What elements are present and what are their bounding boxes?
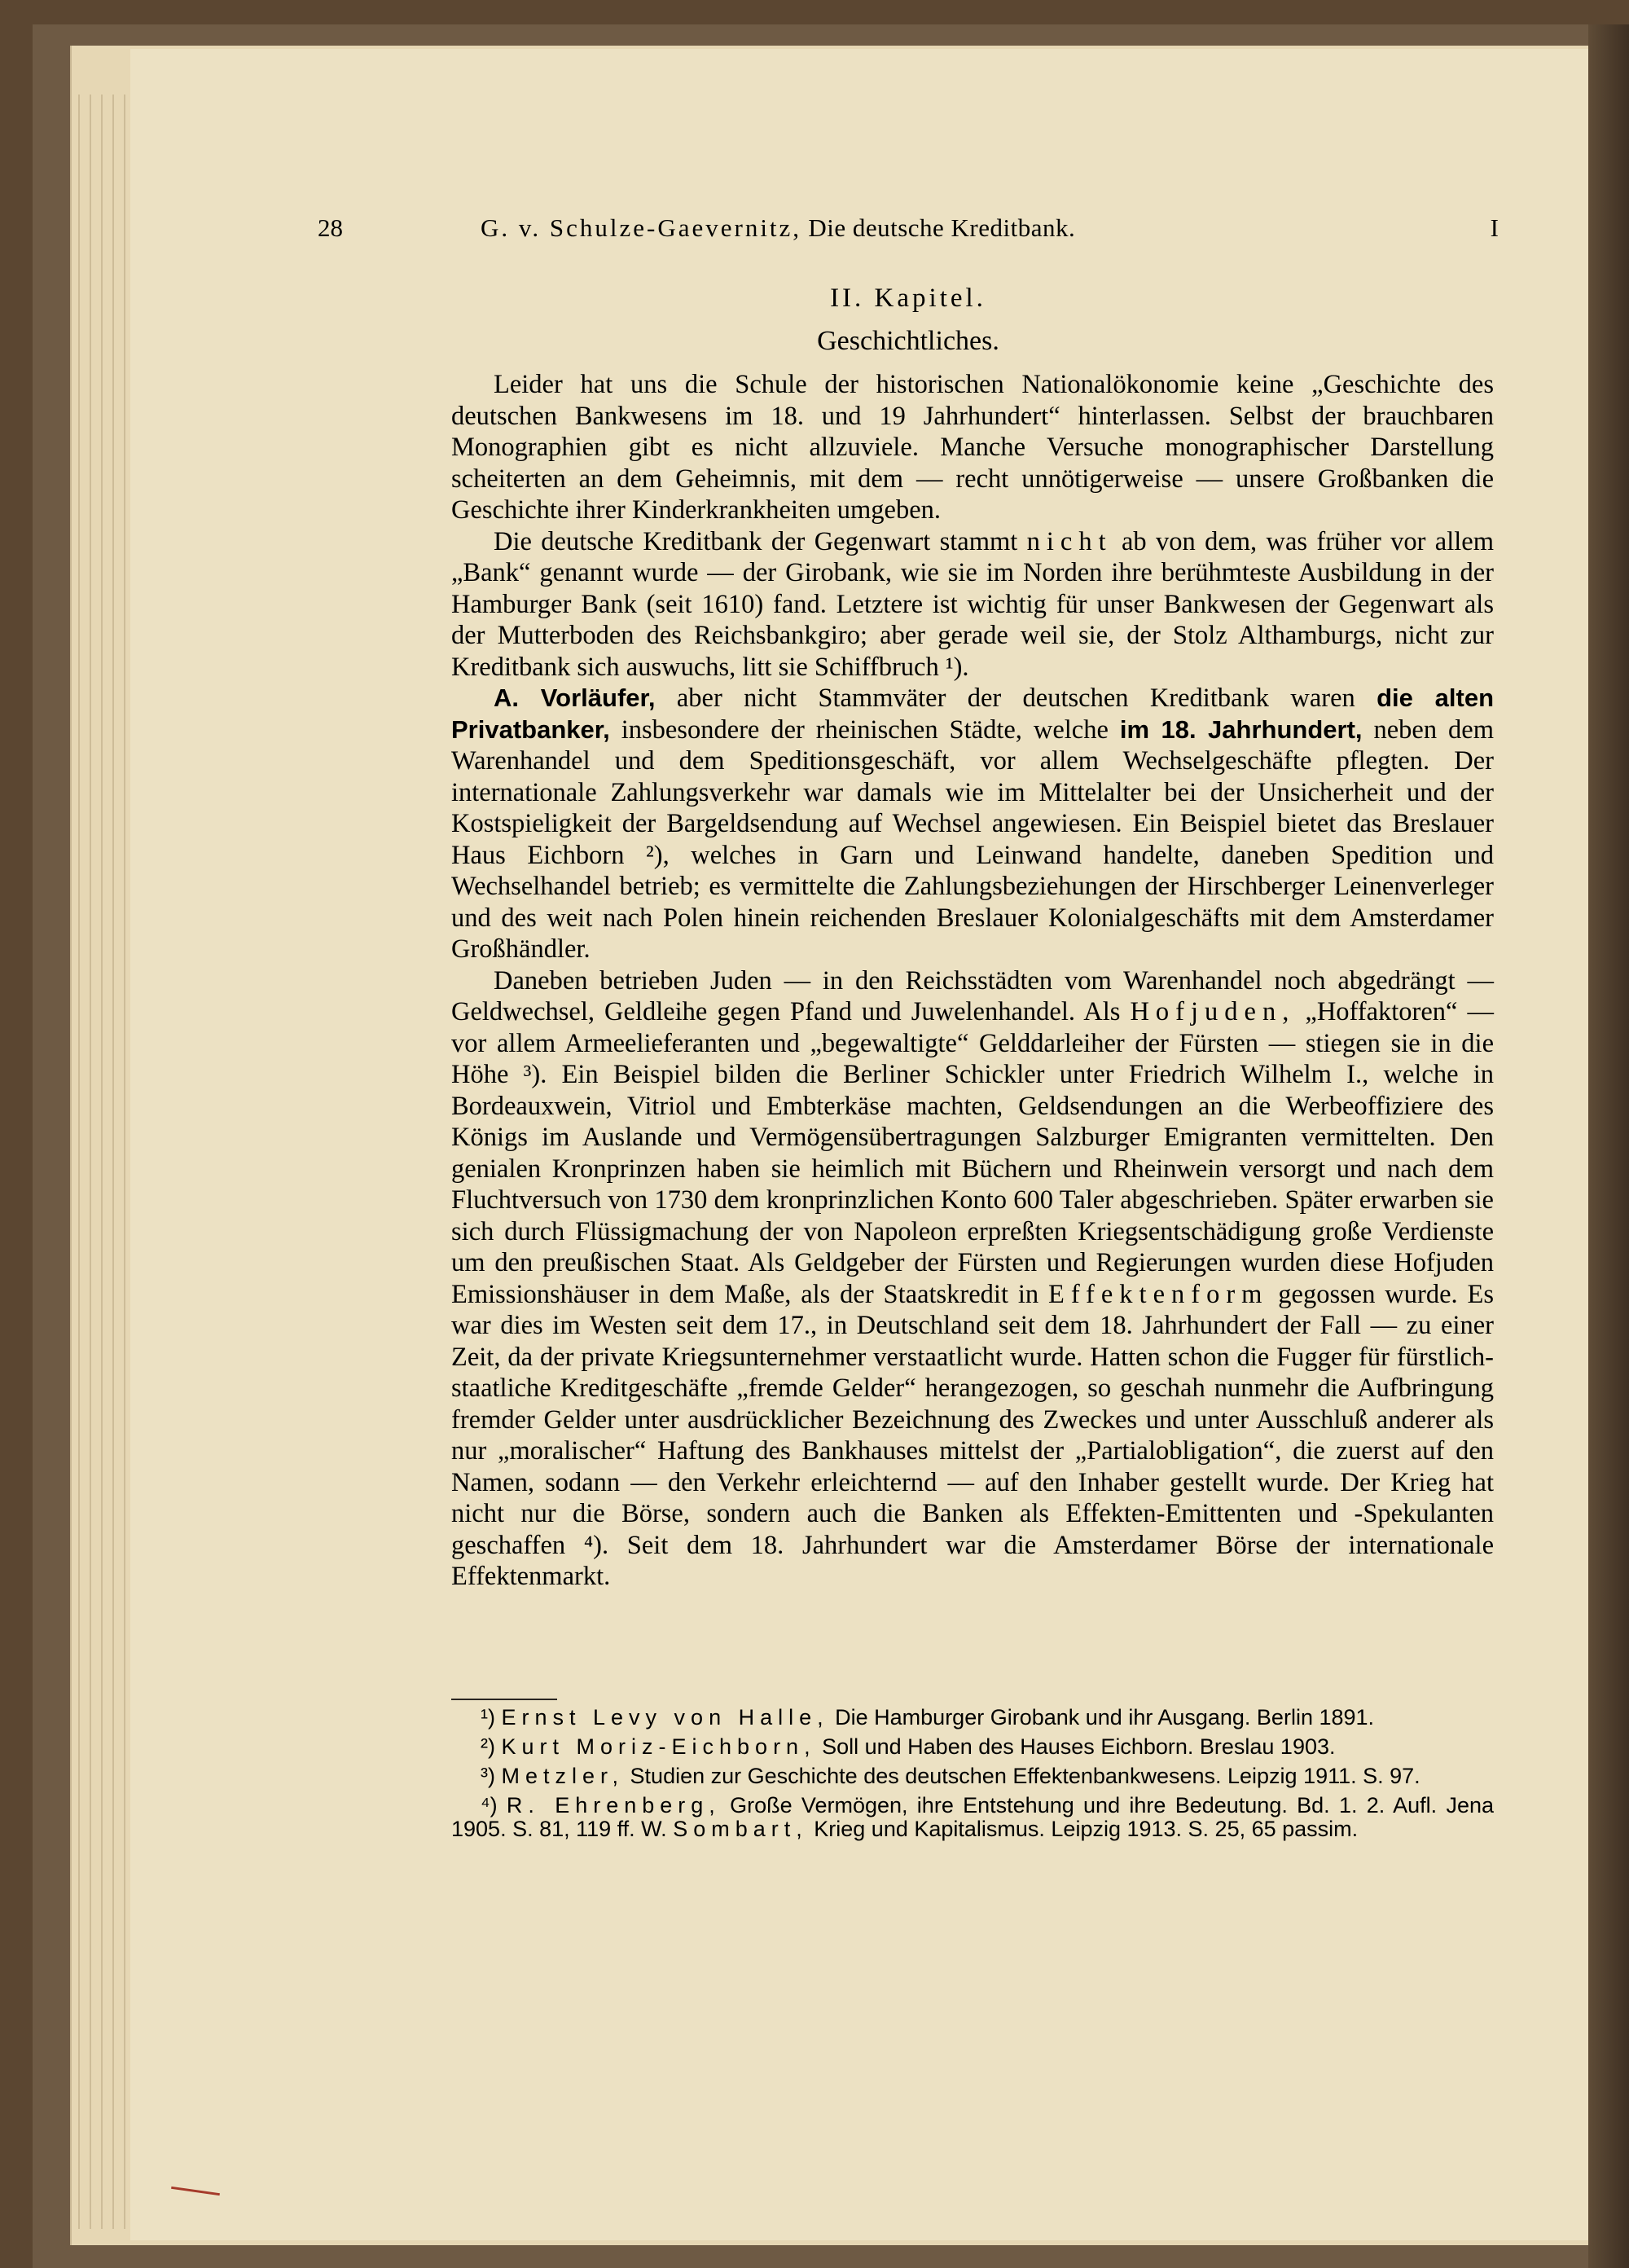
footnote-text: Die Hamburger Girobank und ihr Ausgang. Berlin 1891. [835, 1705, 1375, 1730]
running-head [318, 213, 1499, 246]
footnote [451, 1794, 1494, 1841]
paragraph-text: „Hoffaktoren“ — vor allem Armeelieferanten und „begewaltigte“ Gelddarleiher der Fürsten — stiegen sie in die Höhe ³). Ein Beispiel bilden die Berliner Schickler unter Friedrich Wilhelm I., welche in Bordeauxwein, Vitriol und Embterkäse machten, Geldsendungen an die Werbeoffiziere des Königs im Auslande und Vermögensübertragungen Salzburger Emigranten vermittelten. Den genialen Kronprinzen haben sie heimlich mit Büchern und Rheinwein versorgt und nach dem Fluchtversuch von 1730 dem kronprinzlichen Konto 600 Taler abgeschrieben. Später erwarben sie sich durch Flüssigmachung der von Napoleon erpreßten Kriegsentschädigung große Verdienste um den preußischen Staat. Als Geldgeber der Fürsten und Regierungen wurden diese Hofjuden Emissionshäuser in dem Maße, als der Staatskredit in [451, 997, 1495, 1309]
volume-mark: I [1490, 213, 1499, 242]
footnote-rule [451, 1699, 557, 1700]
footnote-author: Ernst Levy von Halle, [501, 1705, 829, 1730]
footnote-author: R. Ehrenberg, [506, 1793, 721, 1817]
emphasis: nicht [1026, 526, 1113, 556]
book-spine-shadow [1588, 24, 1629, 2268]
footnote-text: Große Vermögen, ihre Entstehung und ihre Bedeutung. Bd. 1. 2. Aufl. Jena 1905. S. 81, 119 ff. W. [451, 1793, 1494, 1841]
footnote-text: Soll und Haben des Hauses Eichborn. Breslau 1903. [822, 1734, 1336, 1759]
footnote [451, 1735, 1494, 1759]
page-edge [112, 94, 114, 2229]
running-title [481, 213, 1075, 243]
running-head-title: Die deutsche Kreditbank. [808, 213, 1076, 242]
paragraph-text: neben dem Warenhandel und dem Speditionsgeschäft, vor allem Wechselgeschäfte pflegten. Der internationale Zahlungsverkehr war damals wie im Mittelalter bei der Unsicherheit und der Kostspieligkeit der Bargeldsendung auf Wechsel angewiesen. Ein Beispiel bietet das Breslauer Haus Eichborn ²), welches in Garn und Leinwand handelte, daneben Spedition und Wechselhandel betrieb; es vermittelte die Zahlungsbeziehungen der Hirschberger Leinenverleger und des weit nach Polen hinein reichenden Breslauer Kolonialgeschäfts mit dem Amsterdamer Großhändler. [451, 714, 1495, 964]
paragraph-text: insbesondere der rheinischen Städte, welche [621, 714, 1109, 745]
paragraph [451, 526, 1494, 683]
paragraph-text: ab von dem, was früher vor allem „Bank“ genannt wurde — der Girobank, wie sie im Norden ihre berühmteste Ausbildung in der Hamburger Bank (seit 1610) fand. Letztere ist wichtig für unser Bankwesen der Gegenwart als der Mutterboden des Reichsbankgiro; aber gerade weil sie, der Stolz Althamburgs, nicht zur Kreditbank sich auswuchs, litt sie Schiffbruch ¹). [451, 526, 1494, 682]
page-edge [78, 94, 80, 2229]
page-number: 28 [318, 213, 343, 242]
paragraph [451, 369, 1494, 526]
bold-heading: A. Vorläufer, [494, 683, 656, 712]
footnote-mark: ³) [481, 1764, 495, 1788]
footnote-mark: ⁴) [481, 1793, 498, 1817]
footnote-author: Sombart, [673, 1817, 808, 1841]
footnote [451, 1706, 1494, 1730]
paragraph [451, 683, 1494, 965]
footnote-author: Metzler, [501, 1764, 625, 1788]
running-head-author: G. v. Schulze-Gaevernitz, [481, 213, 802, 242]
paragraph-text: gegossen wurde. Es war dies im Westen seit dem 17., in Deutschland seit dem 18. Jahrhundert der Fall — zu einer Zeit, da der private Kriegsunternehmer verstaatlicht wurde. Hatten schon die Fugger für fürstlich-staatliche Kreditgeschäfte „fremde Gelder“ herangezogen, so geschah nunmehr die Aufbringung fremder Gelder unter ausdrücklicher Bezeichnung des Zweckes und unter Ausschluß anderer als nur „moralischer“ Haftung des Bankhauses mittelst der „Partialobligation“, die zuerst auf den Namen, sodann — den Verkehr erleichternd — auf den Inhaber gestellt wurde. Der Krieg hat nicht nur die Börse, sondern auch die Banken als Effekten-Emittenten und -Spekulanten geschaffen ⁴). Seit dem 18. Jahrhundert war die Amsterdamer Börse der internationale Effektenmarkt. [451, 1279, 1494, 1591]
page-edge [124, 94, 125, 2229]
bold-phrase: im 18. Jahrhundert, [1119, 714, 1363, 744]
emphasis: Hofjuden, [1130, 997, 1296, 1026]
chapter-number: II. Kapitel. [830, 284, 986, 313]
footnote-text: Krieg und Kapitalismus. Leipzig 1913. S. 25, 65 passim. [814, 1817, 1359, 1841]
paragraph [451, 965, 1494, 1593]
footnote-mark: ¹) [481, 1705, 495, 1730]
body-text [451, 369, 1494, 1593]
bold-phrase: die alten Privatbanker, [451, 683, 1495, 744]
paragraph-text: Die deutsche Kreditbank der Gegenwart stammt [494, 526, 1018, 556]
paragraph-text: aber nicht Stammväter der deutschen Kreditbank waren [676, 683, 1355, 713]
chapter-title: Geschichtliches. [817, 326, 999, 356]
footnote-text: Studien zur Geschichte des deutschen Effektenbankwesens. Leipzig 1911. S. 97. [630, 1764, 1420, 1788]
page-edge [101, 94, 103, 2229]
footnote-author: Kurt Moriz-Eichborn, [501, 1734, 816, 1759]
footnote [451, 1765, 1494, 1788]
paragraph-text: Leider hat uns die Schule der historischen Nationalökonomie keine „Geschichte des deutschen Bankwesens im 18. und 19 Jahrhundert“ hinterlassen. Selbst der brauchbaren Monographien gibt es nicht allzuviele. Manche Versuche monographischer Darstellung scheiterten an dem Geheimnis, mit dem — recht unnötigerweise — unsere Großbanken die Geschichte ihrer Kinderkrankheiten umgeben. [451, 370, 1494, 525]
footnotes [451, 1706, 1494, 1847]
footnote-mark: ²) [481, 1734, 495, 1759]
page-edge [90, 94, 91, 2229]
emphasis: Effektenform [1047, 1279, 1269, 1309]
paragraph-text: Daneben betrieben Juden — in den Reichsstädten vom Warenhandel noch abgedrängt — Geldwechsel, Geldleihe gegen Pfand und Juwelenhandel. Als [451, 965, 1494, 1026]
